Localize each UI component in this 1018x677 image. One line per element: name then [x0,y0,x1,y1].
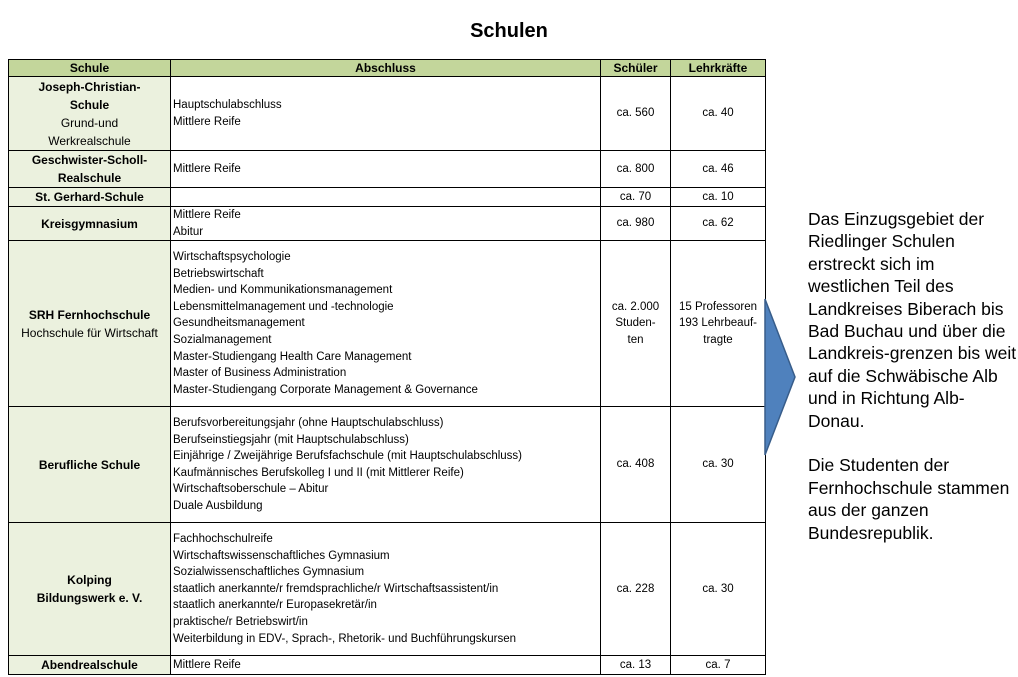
school-type: Hochschule für Wirtschaft [21,325,158,340]
degree-cell [171,77,601,151]
school-type: Grund-und Werkrealschule [48,115,131,148]
table-row [9,188,766,207]
teachers-cell: ca. 40 [671,77,766,151]
degree-item: praktische/r Betriebswirt/in [173,616,308,629]
teachers-cell: ca. 62 [671,207,766,241]
degree-cell [171,523,601,656]
degree-item: Wirtschaftswissenschaftliches Gymnasium [173,549,390,562]
side-text [808,208,1018,566]
school-cell [9,241,171,407]
school-name: Kreisgymnasium [41,216,138,231]
degree-cell [171,207,601,241]
school-name: SRH Fernhochschule [28,307,151,322]
col-header-school: Schule [9,60,171,77]
degree-item: Medien- und Kommunikationsmanagement [173,284,393,297]
degree-item: Sozialmanagement [173,333,272,346]
degree-item: Wirtschaftsoberschule – Abitur [173,483,329,496]
degree-item: Gesundheitsmanagement [173,317,305,330]
students-cell: ca. 560 [601,77,671,151]
degree-item: Lebensmittelmanagement und -technologie [173,300,394,313]
degree-item: Berufseinstiegsjahr (mit Hauptschulabschluss) [173,433,409,446]
degree-cell [171,241,601,407]
school-name: Geschwister-Scholl-Realschule [31,153,148,185]
arrow-shape [764,297,798,457]
schools-table [8,59,766,675]
students-cell: ca. 800 [601,151,671,188]
col-header-students: Schüler [601,60,671,77]
degree-item: Duale Ausbildung [173,499,263,512]
students-cell: ca. 228 [601,523,671,656]
degree-cell [171,407,601,523]
school-name: Joseph-Christian-Schule [38,79,141,112]
degree-item: Fachhochschulreife [173,533,273,546]
side-paragraph-students: Die Studenten der Fernhochschule stammen aus der ganzen Bundesrepublik. [808,455,1010,543]
school-name: Kolping Bildungswerk e. V. [36,573,143,606]
students-cell: ca. 980 [601,207,671,241]
school-cell [9,188,171,207]
degree-item: Kaufmännisches Berufskolleg I und II (mit Mittlerer Reife) [173,466,464,479]
degree-item: Abitur [173,225,204,238]
table-header-row [9,60,766,77]
degree-item: Master of Business Administration [173,367,347,380]
degree-cell [171,656,601,675]
degree-item: staatlich anerkannte/r Europasekretär/in [173,599,377,612]
degree-item: Berufsvorbereitungsjahr (ohne Hauptschulabschluss) [173,416,444,429]
school-cell [9,523,171,656]
degree-item: Master-Studiengang Health Care Management [173,350,412,363]
table-row [9,77,766,151]
degree-cell [171,188,601,207]
teachers-cell: ca. 46 [671,151,766,188]
school-cell [9,207,171,241]
teachers-cell: ca. 30 [671,523,766,656]
table-row [9,656,766,675]
school-name: St. Gerhard-Schule [35,190,144,204]
degree-cell [171,151,601,188]
students-cell: ca. 408 [601,407,671,523]
school-cell [9,407,171,523]
degree-item: Master-Studiengang Corporate Management & Governance [173,383,478,396]
table-row [9,407,766,523]
school-name: Berufliche Schule [38,457,141,472]
students-cell: ca. 13 [601,656,671,675]
col-header-teachers: Lehrkräfte [671,60,766,77]
degree-item: Mittlere Reife [173,162,241,175]
teachers-cell: ca. 30 [671,407,766,523]
degree-item: Einjährige / Zweijährige Berufsfachschule (mit Hauptschulabschluss) [173,450,522,463]
table-row [9,523,766,656]
degree-item: staatlich anerkannte/r fremdsprachliche/r Wirtschaftsassistent/in [173,582,499,595]
degree-item: Mittlere Reife [173,115,241,128]
table-row [9,241,766,407]
degree-item: Mittlere Reife [173,209,241,221]
students-cell: ca. 70 [601,188,671,207]
school-cell [9,656,171,675]
degree-item: Hauptschulabschluss [173,98,282,111]
degree-item: Weiterbildung in EDV-, Sprach-, Rhetorik- und Buchführungskursen [173,632,517,645]
degree-item: Mittlere Reife [173,658,241,671]
arrow-polygon [765,299,795,455]
table-row [9,207,766,241]
school-cell [9,151,171,188]
teachers-cell: ca. 10 [671,188,766,207]
school-name: Abendrealschule [41,658,138,673]
side-paragraph-region: Das Einzugsgebiet der Riedlinger Schulen erstreckt sich im westlichen Teil des Landkreises Biberach bis Bad Buchau und über die Landkreis-grenzen bis weit auf die Schwäbische Alb und in Richtung Alb-Donau. [808,209,1017,431]
page-title: Schulen [470,20,548,42]
col-header-degree: Abschluss [171,60,601,77]
degree-item: Betriebswirtschaft [173,267,264,280]
degree-item: Sozialwissenschaftliches Gymnasium [173,566,365,579]
teachers-cell: 15 Professoren 193 Lehrbeauf-tragte [671,241,766,407]
degree-item: Wirtschaftspsychologie [173,251,291,264]
table-row [9,151,766,188]
students-cell: ca. 2.000 Studen-ten [601,241,671,407]
teachers-cell: ca. 7 [671,656,766,675]
school-cell [9,77,171,151]
